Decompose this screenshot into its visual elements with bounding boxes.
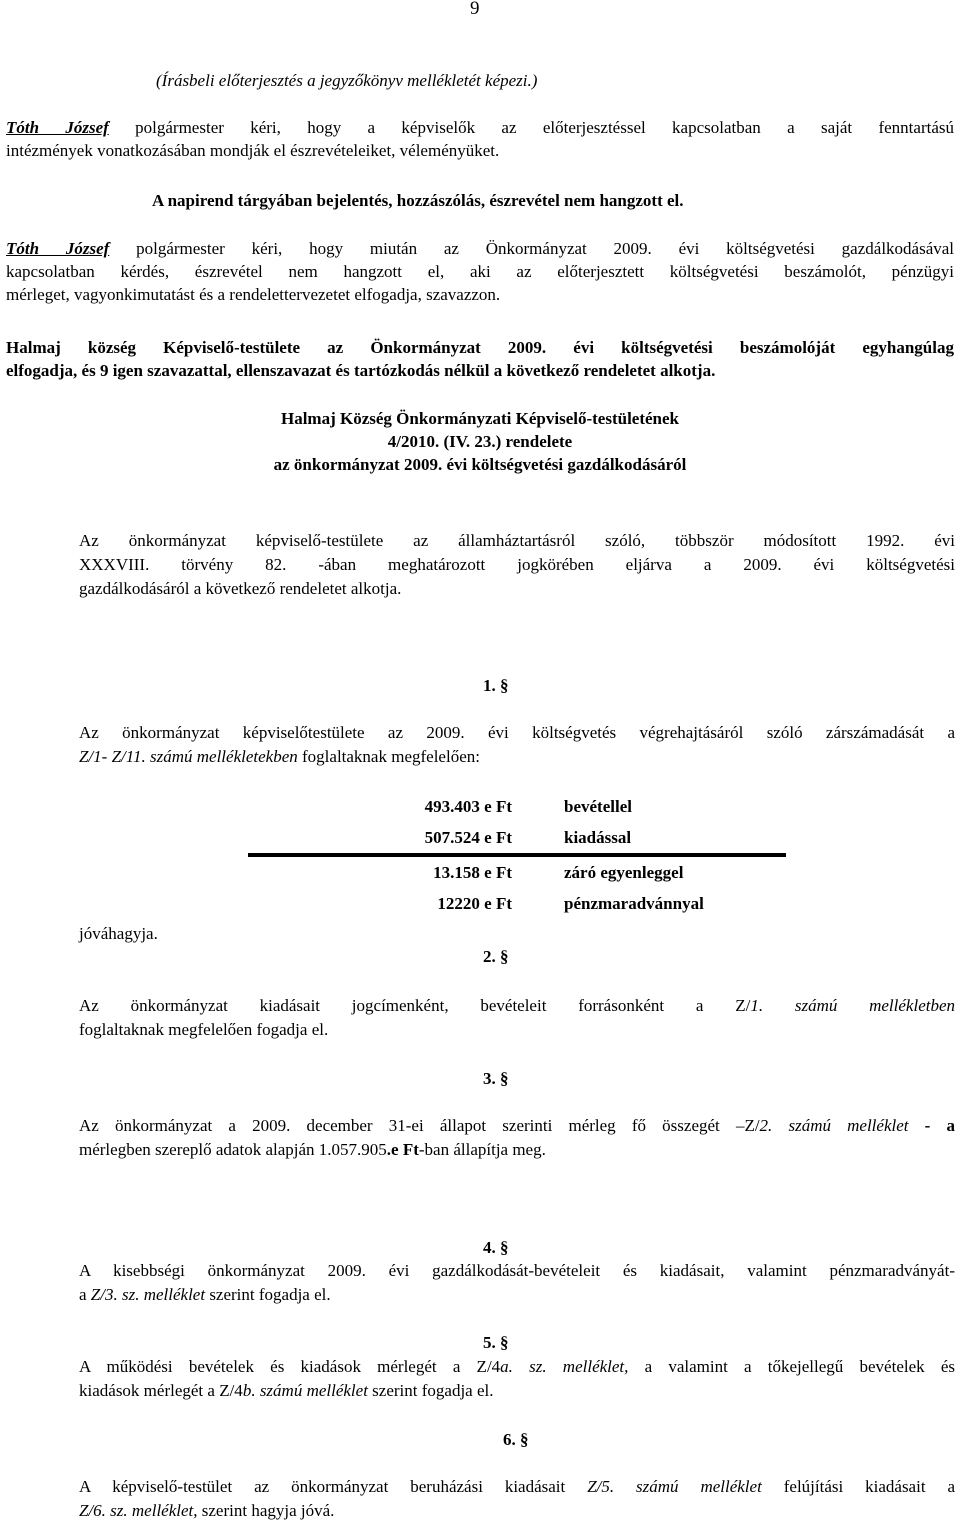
label-cash-residue: pénzmaradvánnyal [564,894,704,913]
person-name: Tóth József [6,239,110,258]
label-revenue: bevétellel [564,797,632,816]
paragraph-vote-request: Tóth József polgármester kéri, hogy miután az Önkormányzat 2009. évi költségvetési gazdálkodásával kapcsolatban kérdés, észrevétel nem hangzott el, aki az előterjesztett költségvetési beszámolót, pénzügyi mérleget, vagyonkimutatást és a rendelettervezetet elfogadja, szavazzon. [6,239,955,304]
page-number: 9 [470,0,480,19]
label-expenditure: kiadással [564,828,632,847]
section-1-heading: 1. § [483,676,509,695]
section-1-text: Az önkormányzat képviselőtestülete az 2009. évi költségvetés végrehajtásáról szóló zárszámadását a Z/1- Z/11. számú mellékletekben foglaltaknak megfelelően: [79,723,955,766]
section-5-text: A működési bevételek és kiadások mérlegét a Z/4a. sz. melléklet, a valamint a tőkejellegű bevételek és kiadások mérlegét a Z/4b. számú melléklet szerint fogadja el. [79,1357,955,1400]
person-name: Tóth József [6,118,109,137]
no-comment-statement: A napirend tárgyában bejelentés, hozzászólás, észrevétel nem hangzott el. [152,191,684,210]
paragraph-mayor-request: Tóth József polgármester kéri, hogy a képviselők az előterjesztéssel kapcsolatban a saját fenntartású intézmények vonatkozásában mondják el észrevételeiket, véleményüket. [6,118,954,160]
section-4-text: A kisebbségi önkormányzat 2009. évi gazdálkodását-bevételeit és kiadásait, valamint pénzmaradványát- a Z/3. sz. melléklet szerint fogadja el. [79,1261,955,1304]
section-4-heading: 4. § [483,1238,509,1257]
decree-title: Halmaj Község Önkormányzati Képviselő-testületének 4/2010. (IV. 23.) rendelete az önkormányzat 2009. évi költségvetési gazdálkodásáról [273,409,687,474]
section-sign: § [500,1238,509,1257]
section-sign: § [520,1430,529,1449]
council-decision: Halmaj község Képviselő-testülete az Önkormányzat 2009. évi költségvetési beszámolóját egyhangúlag elfogadja, és 9 igen szavazattal, ellenszavazat és tartózkodás nélkül a következő rendeletet alkotja. [6,338,954,380]
section-sign: § [500,676,509,695]
amount-cash-residue: 12220 e Ft [437,894,512,913]
section-sign: § [500,947,509,966]
section-sign: § [500,1069,509,1088]
label-closing-balance: záró egyenleggel [564,863,684,882]
approval-word: jóváhagyja. [79,924,158,943]
section-2-text: Az önkormányzat kiadásait jogcímenként, bevételeit forrásonként a Z/1. számú mellékletben foglaltaknak megfelelően fogadja el. [79,996,956,1039]
section-2-heading: 2. § [483,947,509,966]
section-sign: § [500,1333,509,1352]
summary-rule [248,853,786,857]
amount-closing-balance: 13.158 e Ft [433,863,512,882]
section-6-heading: 6. § [503,1430,529,1449]
section-5-heading: 5. § [483,1333,509,1352]
section-3-heading: 3. § [483,1069,509,1088]
decree-preamble: Az önkormányzat képviselő-testülete az államháztartásról szóló, többször módosított 1992. évi XXXVIII. törvény 82. -ában meghatározott jogkörében eljárva a 2009. évi költségvetési gazdálkodásáról a következő rendeletet alkotja. [79,531,955,598]
amount-expenditure: 507.524 e Ft [424,828,512,847]
amount-revenue: 493.403 e Ft [424,797,512,816]
attachment-note: (Írásbeli előterjesztés a jegyzőkönyv mellékletét képezi.) [156,71,538,90]
section-6-text: A képviselő-testület az önkormányzat beruházási kiadásait Z/5. számú melléklet felújítási kiadásait a Z/6. sz. melléklet, szerint hagyja jóvá. [79,1477,956,1520]
section-3-text: Az önkormányzat a 2009. december 31-ei állapot szerinti mérleg fő összegét –Z/2. számú melléklet - a mérlegben szereplő adatok alapján 1.057.905.e Ft-ban állapítja meg. [79,1116,955,1159]
